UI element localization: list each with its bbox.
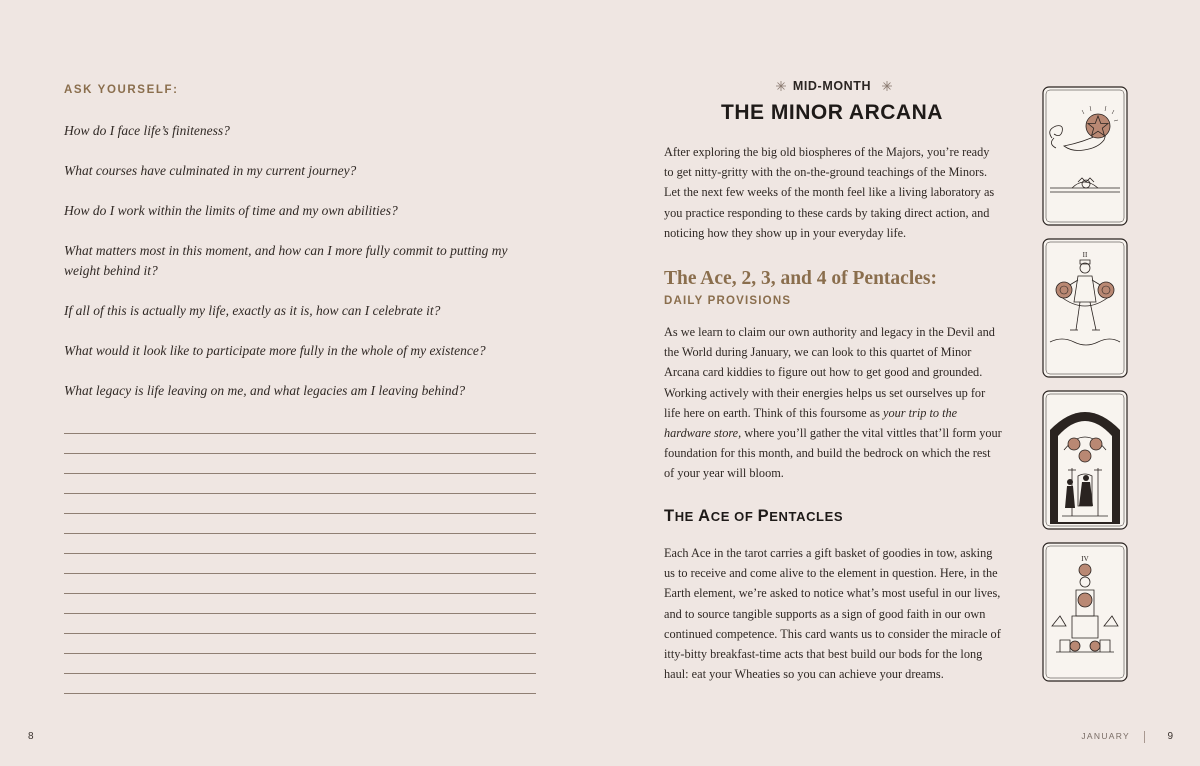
writing-lines (64, 433, 536, 694)
title-smallcaps: ENTACLES (769, 509, 844, 524)
two-of-pentacles-card-icon (1042, 238, 1128, 378)
question-item: What legacy is life leaving on me, and what legacies am I leaving behind? (64, 383, 466, 398)
ace-of-pentacles-card-icon (1042, 86, 1128, 226)
title-letter: A (698, 507, 711, 525)
writing-line (64, 654, 536, 674)
question-list (64, 121, 544, 421)
italic-phrase: your trip to the hardware store, (664, 405, 958, 441)
question-item: What would it look like to participate more fully in the whole of my existence? (64, 343, 486, 358)
writing-line (64, 434, 536, 454)
ace-paragraph: Each Ace in the tarot carries a gift basket of goodies in tow, asking us to receive and come alive to the element in question. Here, in the Earth element, we’re asked to notice what’s most useful in our lives, and to source tangible supports as a sign of good faith in our own continued competence. This card wants us to consider the miracle of itty-bitty breakfast-time acts that best build our bods for the long haul: eat your Wheaties so you can achieve your dreams. (664, 546, 1001, 682)
paragraph-text: As we learn to claim our own authority and legacy in the Devil and the World during January, we can look to this quartet of Minor Arcana card kiddies to figure out how to get good and grounded. Working actively with their energies helps us set ourselves up for life here on earth. Think of this foursome as (664, 325, 995, 420)
folio-divider (1144, 731, 1145, 743)
section-kicker: MID-MONTH (792, 79, 872, 93)
section-subheading: DAILY PROVISIONS (664, 295, 792, 307)
ace-heading (664, 507, 843, 526)
title-smallcaps: HE (674, 509, 699, 524)
intro-paragraph: After exploring the big old biospheres of the Majors, you’re ready to get nitty-gritty with the on-the-ground teachings of the Minors. Let the next few weeks of the month feel like a living laboratory as you practice responding to these cards by taking direct action, and noticing how they show up in your everyday life. (664, 145, 995, 240)
question-item: What courses have culminated in my current journey? (64, 163, 357, 178)
page-number-right: 9 (1167, 731, 1173, 742)
writing-line (64, 614, 536, 634)
writing-line (64, 574, 536, 594)
page-number-left: 8 (28, 731, 34, 742)
three-of-pentacles-card-icon (1042, 390, 1128, 530)
ask-yourself-heading: ASK YOURSELF: (64, 84, 179, 96)
title-letter: P (757, 507, 770, 525)
writing-line (64, 454, 536, 474)
question-item: How do I face life’s finiteness? (64, 123, 230, 138)
section-heading: The Ace, 2, 3, and 4 of Pentacles: (664, 268, 937, 289)
question-item: What matters most in this moment, and how can I more fully commit to putting my weight behind it? (64, 243, 508, 278)
writing-line (64, 594, 536, 614)
running-head: JANUARY (1081, 731, 1130, 741)
question-item: If all of this is actually my life, exactly as it is, how can I celebrate it? (64, 303, 441, 318)
question-item: How do I work within the limits of time and my own abilities? (64, 203, 398, 218)
card-roman-numeral: II (1082, 251, 1088, 259)
writing-line (64, 634, 536, 654)
sparkle-icon (882, 81, 892, 91)
title-smallcaps: CE OF (710, 509, 758, 524)
paragraph-text: where you’ll gather the vital vittles that’ll form your foundation for this month, and build the bedrock on which the rest of your year will bloom. (664, 426, 1002, 481)
writing-line (64, 674, 536, 694)
writing-line (64, 514, 536, 534)
title-letter: T (664, 507, 675, 525)
four-of-pentacles-card-icon (1042, 542, 1128, 682)
quartet-paragraph (664, 322, 1002, 484)
writing-line (64, 474, 536, 494)
page-title: THE MINOR ARCANA (721, 101, 943, 124)
writing-line (64, 494, 536, 514)
writing-line (64, 554, 536, 574)
writing-line (64, 534, 536, 554)
right-page (600, 0, 1200, 766)
card-roman-numeral: IV (1081, 555, 1089, 563)
